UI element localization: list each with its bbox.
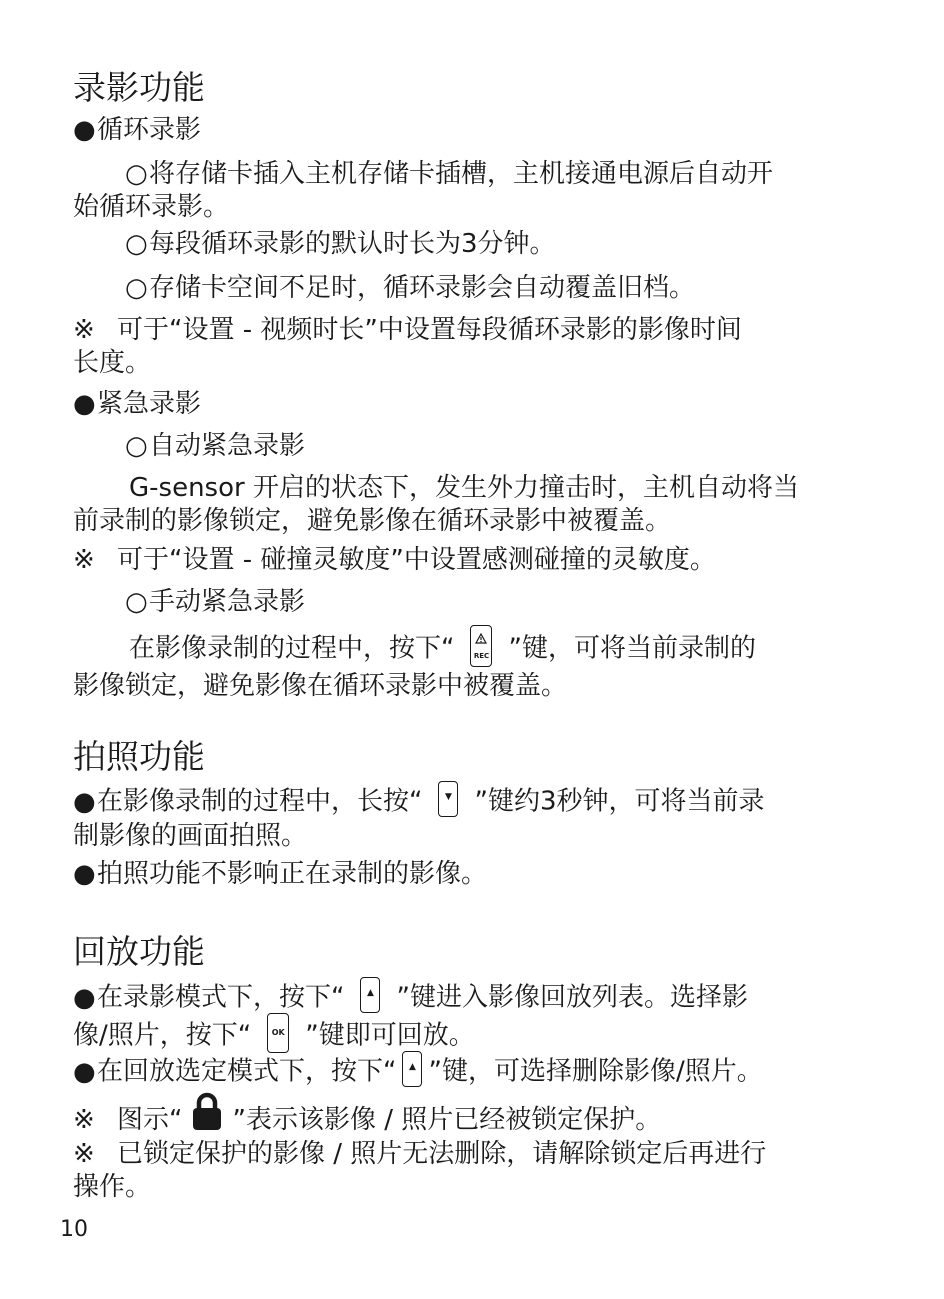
- photo-bullet-2: [73, 858, 873, 891]
- up-arrow-icon: ▲: [409, 1062, 416, 1072]
- emergency-recording-label: 紧急录影: [97, 389, 202, 419]
- photo-b2-text: 拍照功能不影响正在录制的影像。: [97, 859, 488, 889]
- ok-key-label: OK: [271, 1028, 285, 1037]
- circle-marker: ○: [125, 273, 148, 303]
- circle-marker: ○: [125, 229, 148, 259]
- manual-emergency-line2: 影像锁定，避免影像在循环录影中被覆盖。: [73, 671, 568, 701]
- photo-b1-after: ”键约3秒钟，可将当前录: [474, 786, 765, 817]
- manual-emergency-label: 手动紧急录影: [149, 587, 306, 617]
- loop-note-line2: 长度。: [73, 348, 152, 378]
- down-arrow-icon: ▼: [445, 792, 452, 802]
- manual-emergency-after: ”键，可将当前录制的: [508, 633, 756, 664]
- loop-desc-1-line2: 始循环录影。: [73, 192, 230, 222]
- playback-b2-after: ”键，可选择删除影像/照片。: [428, 1056, 763, 1087]
- auto-emergency-label: 自动紧急录影: [149, 431, 306, 461]
- auto-emergency-line2: 前录制的影像锁定，避免影像在循环录影中被覆盖。: [73, 506, 672, 536]
- up-key-icon: [402, 1051, 422, 1087]
- note-marker: ※: [73, 1105, 95, 1135]
- note-marker: ※: [73, 545, 95, 575]
- down-key-icon: [438, 781, 458, 817]
- playback-n1-after: ”表示该影像 / 照片已经被锁定保护。: [232, 1105, 662, 1135]
- playback-n2-line1: 已锁定保护的影像 / 照片无法删除，请解除锁定后再进行: [117, 1139, 767, 1169]
- photo-bullet-1: [73, 784, 873, 853]
- loop-recording-label: 循环录影: [97, 115, 202, 145]
- bullet-dot: ●: [73, 389, 96, 419]
- playback-b2-before: 在回放选定模式下，按下“: [97, 1056, 397, 1087]
- loop-recording-desc-1: [73, 158, 873, 224]
- loop-desc-1-line1: 将存储卡插入主机存储卡插槽，主机接通电源后自动开: [149, 159, 774, 189]
- manual-emergency-heading: [73, 586, 873, 619]
- playback-b1-after: ”键进入影像回放列表。选择影: [396, 982, 748, 1013]
- up-key-icon: [360, 977, 380, 1013]
- playback-bullet-2: [73, 1054, 873, 1090]
- note-marker: ※: [73, 1139, 95, 1169]
- up-arrow-icon: ▲: [367, 988, 374, 998]
- auto-emergency-desc: [73, 472, 873, 538]
- warning-triangle-icon: [475, 633, 487, 644]
- bullet-dot: ●: [73, 982, 96, 1013]
- circle-marker: ○: [125, 587, 148, 617]
- playback-bullet-1: [73, 980, 873, 1056]
- emergency-recording-bullet: [73, 388, 873, 421]
- playback-b1-line2-after: ”键即可回放。: [305, 1020, 475, 1051]
- loop-desc-3-text: 存储卡空间不足时，循环录影会自动覆盖旧档。: [149, 273, 696, 303]
- photo-section-title: 拍照功能: [73, 737, 205, 776]
- playback-n2-line2: 操作。: [73, 1172, 152, 1202]
- playback-n1-before: 图示“: [117, 1105, 183, 1135]
- loop-recording-desc-2: [73, 228, 873, 261]
- recording-section-title: 录影功能: [73, 68, 205, 107]
- loop-note-line1: 可于“设置 - 视频时长”中设置每段循环录影的影像时间: [117, 315, 742, 345]
- ok-key-icon: [267, 1013, 289, 1053]
- bullet-dot: ●: [73, 115, 96, 145]
- playback-section-title: 回放功能: [73, 932, 205, 971]
- manual-emergency-desc: [73, 628, 873, 703]
- bullet-dot: ●: [73, 786, 96, 817]
- bullet-dot: ●: [73, 1056, 96, 1087]
- circle-marker: ○: [125, 159, 148, 189]
- rec-key-icon: [470, 625, 492, 667]
- playback-b1-line2-before: 像/照片，按下“: [73, 1020, 252, 1051]
- circle-marker: ○: [125, 431, 148, 461]
- loop-recording-bullet: [73, 114, 873, 147]
- rec-key-label: REC: [473, 652, 490, 660]
- emergency-note-text: 可于“设置 - 碰撞灵敏度”中设置感测碰撞的灵敏度。: [117, 545, 716, 575]
- auto-emergency-heading: [73, 430, 873, 463]
- photo-b1-line2: 制影像的画面拍照。: [73, 821, 308, 851]
- lock-icon: [190, 1092, 224, 1141]
- page-number: 10: [60, 1217, 88, 1242]
- loop-recording-note: [73, 314, 873, 380]
- auto-emergency-line1: G-sensor 开启的状态下，发生外力撞击时，主机自动将当: [129, 473, 799, 503]
- loop-desc-2-text: 每段循环录影的默认时长为3分钟。: [149, 229, 556, 259]
- manual-emergency-before: 在影像录制的过程中，按下“: [129, 633, 455, 664]
- playback-b1-before: 在录影模式下，按下“: [97, 982, 345, 1013]
- loop-recording-desc-3: [73, 272, 873, 305]
- emergency-note: [73, 544, 873, 577]
- photo-b1-before: 在影像录制的过程中，长按“: [97, 786, 423, 817]
- note-marker: ※: [73, 315, 95, 345]
- playback-note-2: [73, 1138, 873, 1204]
- bullet-dot: ●: [73, 859, 96, 889]
